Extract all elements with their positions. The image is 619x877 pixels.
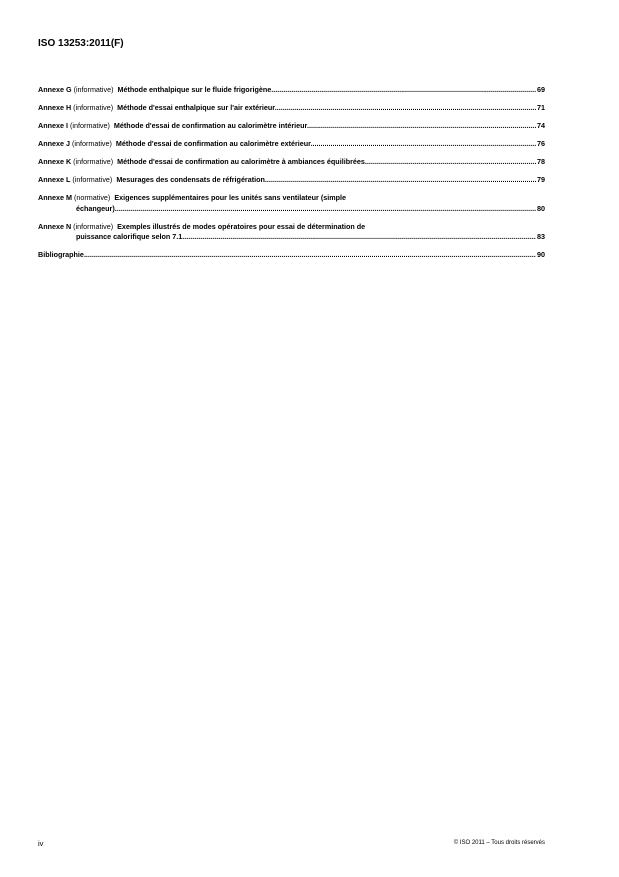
annex-label: Annexe H: [38, 103, 72, 112]
page-number: 76: [537, 139, 545, 148]
annex-title: Méthode d'essai de confirmation au calorimètre à ambiances équilibrées: [117, 157, 365, 166]
annex-category: (informative): [72, 175, 113, 184]
annex-label: Annexe I: [38, 121, 68, 130]
page-number: 69: [537, 85, 545, 94]
annex-title: Méthode d'essai de confirmation au calorimètre extérieur: [115, 139, 311, 148]
bibliography-label: Bibliographie: [38, 250, 84, 259]
annex-label: Annexe J: [38, 139, 70, 148]
toc-entry-bibliography[interactable]: [38, 250, 545, 261]
annex-title: Méthode d'essai de confirmation au calorimètre intérieur: [113, 121, 307, 130]
annex-title: Exemples illustrés de modes opératoires pour essai de détermination de: [117, 221, 366, 231]
annex-category: (informative): [69, 121, 110, 130]
toc-entry-annex-k[interactable]: [38, 157, 545, 168]
annex-label: Annexe M: [38, 193, 72, 202]
annex-category: (informative): [73, 157, 114, 166]
toc-entry-annex-n[interactable]: [38, 222, 545, 243]
toc-entry-annex-g[interactable]: [38, 85, 545, 96]
annex-title-continuation: puissance calorifique selon 7.1: [76, 232, 183, 241]
footer-page-number: iv: [38, 839, 44, 848]
footer-copyright: © ISO 2011 – Tous droits réservés: [453, 840, 545, 846]
annex-label: Annexe L: [38, 175, 71, 184]
toc-entry-annex-j[interactable]: [38, 139, 545, 150]
annex-category: (informative): [73, 103, 114, 112]
page-number: 71: [537, 103, 545, 112]
annex-title-continuation: échangeur): [76, 203, 115, 213]
document-id: ISO 13253:2011(F): [38, 38, 124, 49]
annex-title: Exigences supplémentaires pour les unités sans ventilateur (simple: [114, 193, 346, 202]
annex-title: Méthode d'essai enthalpique sur l'air extérieur: [117, 103, 275, 112]
annex-title: Mesurages des condensats de réfrigération: [116, 175, 265, 184]
annex-label: Annexe G: [38, 85, 72, 94]
page-number: 80: [537, 203, 545, 213]
table-of-contents: [38, 85, 545, 268]
page-number: 90: [537, 250, 545, 259]
annex-category: (informative): [71, 139, 112, 148]
annex-label: Annexe N: [38, 221, 72, 231]
page-number: 83: [537, 232, 545, 241]
annex-title: Méthode enthalpique sur le fluide frigorigène: [117, 85, 272, 94]
annex-category: (informative): [73, 221, 114, 231]
page-number: 78: [537, 157, 545, 166]
page-number: 74: [537, 121, 545, 130]
toc-entry-annex-l[interactable]: [38, 175, 545, 186]
toc-entry-annex-m[interactable]: [38, 193, 545, 214]
annex-category: (normative): [73, 193, 111, 202]
toc-entry-annex-h[interactable]: [38, 103, 545, 114]
page-number: 79: [537, 175, 545, 184]
annex-category: (informative): [73, 85, 114, 94]
toc-entry-annex-i[interactable]: [38, 121, 545, 132]
annex-label: Annexe K: [38, 157, 72, 166]
